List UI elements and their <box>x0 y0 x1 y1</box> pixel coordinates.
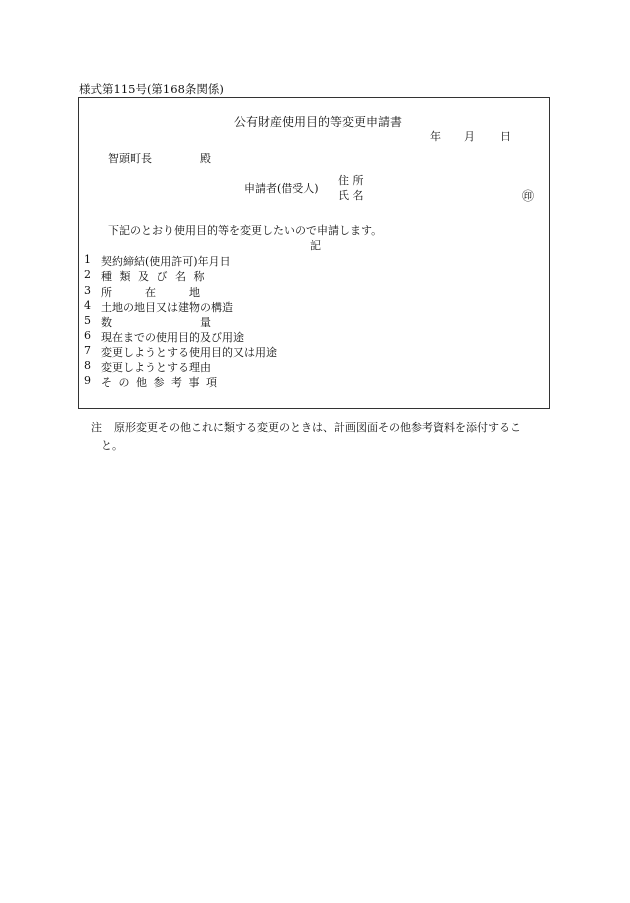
address-label: 住 所 <box>338 174 364 187</box>
item-label: 数 量 <box>101 316 211 329</box>
item-label: 所 在 地 <box>101 286 200 299</box>
form-number: 様式第115号(第168条関係) <box>79 82 224 96</box>
item-label: 変更しようとする理由 <box>101 361 211 374</box>
addressee-honorific: 殿 <box>200 152 211 165</box>
note-line-1: 原形変更その他これに類する変更のときは、計画図面その他参考資料を添付するこ <box>114 421 521 434</box>
addressee-name: 智頭町長 <box>108 152 152 165</box>
seal-mark: ㊞ <box>522 189 535 203</box>
item-number: 8 <box>84 359 91 372</box>
note-line-2: と。 <box>101 439 123 452</box>
item-label: そ の 他 参 考 事 項 <box>101 376 217 389</box>
item-number: 1 <box>84 253 91 266</box>
item-label: 現在までの使用目的及び用途 <box>101 331 244 344</box>
item-number: 2 <box>84 268 91 281</box>
form-title: 公有財産使用目的等変更申請書 <box>234 115 403 129</box>
date-year: 年 <box>430 130 441 143</box>
statement-text: 下記のとおり使用目的等を変更したいので申請します。 <box>108 224 383 237</box>
date-month: 月 <box>464 130 475 143</box>
item-number: 7 <box>84 344 91 357</box>
applicant-label: 申請者(借受人) <box>244 182 319 195</box>
item-number: 4 <box>84 299 91 312</box>
note-marker: 注 <box>91 421 102 434</box>
item-label: 契約締結(使用許可)年月日 <box>101 255 231 268</box>
date-day: 日 <box>500 130 511 143</box>
item-number: 9 <box>84 374 91 387</box>
item-number: 3 <box>84 284 91 297</box>
item-number: 5 <box>84 314 91 327</box>
item-number: 6 <box>84 329 91 342</box>
item-label: 変更しようとする使用目的又は用途 <box>101 346 277 359</box>
ki-heading: 記 <box>310 239 321 252</box>
item-label: 土地の地目又は建物の構造 <box>101 301 233 314</box>
item-label: 種 類 及 び 名 称 <box>101 270 205 283</box>
name-label: 氏 名 <box>338 189 364 202</box>
